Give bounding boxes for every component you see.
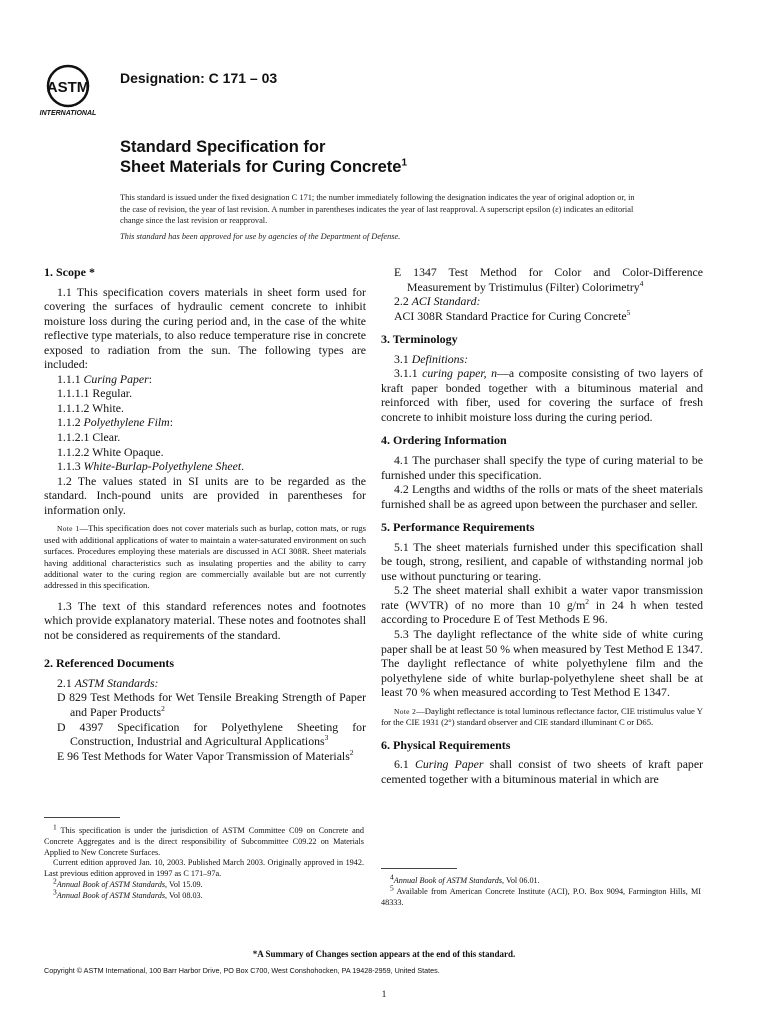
footnote-number: 3: [53, 887, 57, 897]
title-line-1: Standard Specification for: [120, 138, 326, 156]
dod-approval: This standard has been approved for use by agencies of the Department of Defense.: [120, 231, 401, 241]
footnote-rule-right: [381, 868, 457, 869]
footnote-title: Annual Book of ASTM Standards: [393, 876, 503, 885]
note-text: —This specification does not cover materials such as burlap, cotton mats, or rugs used with additional applications of water to maintain a water-saturated environment on such surfaces. Procedures employing these materials are discussed in ACI 308R. Sheet materials having additional characteristics such as insulating properties and the ability to carry additional water to the curing region are commercially available but are not currently addressed in this specification.: [44, 523, 366, 591]
section-heading-performance: 5. Performance Requirements: [381, 520, 535, 535]
title-line-2-text: Sheet Materials for Curing Concrete: [120, 158, 402, 176]
logo-subtext: INTERNATIONAL: [39, 110, 97, 117]
item-1-1-1-2: 1.1.1.2 White.: [57, 400, 124, 415]
document-title: [120, 137, 407, 177]
ref-aci-308r: [394, 309, 703, 324]
footnote-text: , Vol 08.03.: [165, 890, 203, 900]
section-heading-terminology: 3. Terminology: [381, 332, 458, 347]
para-1-3: 1.3 The text of this standard references notes and footnotes which provide explanatory material. These notes and footnotes shall not be considered as requirements of the standard.: [44, 598, 366, 642]
para-4-2: 4.2 Lengths and widths of the rolls or mats of the sheet materials furnished shall be as agreed upon between the purchaser and seller.: [381, 482, 703, 511]
title-footnote-ref: 1: [401, 157, 408, 169]
footnote-ref: 2: [161, 704, 165, 714]
item-label: ACI Standard:: [411, 294, 481, 309]
item-number: 1.1.1: [57, 371, 84, 386]
item-label: White-Burlap-Polyethylene Sheet: [83, 459, 242, 474]
footnote-title: Annual Book of ASTM Standards: [56, 879, 166, 889]
ref-text: E 1347 Test Method for Color and Color-Difference Measurement by Tristimulus (Filter) Colorimetry: [394, 265, 703, 294]
footnote-1-continued: Current edition approved Jan. 10, 2003. Published March 2003. Originally approved in 1942. Last previous edition approved in 1997 as C 171–97a.: [44, 858, 364, 879]
ref-d4397: [57, 720, 366, 749]
footnote-text: , Vol 06.01.: [502, 876, 540, 885]
note-label: Note 2: [394, 706, 417, 716]
logo-text: ASTM: [46, 79, 90, 96]
footnote-number: 4: [390, 872, 394, 882]
item-1-1-3: 1.1.3 White-Burlap-Polyethylene Sheet.: [57, 459, 245, 474]
footnotes-right: [381, 872, 701, 908]
section-heading-ordering: 4. Ordering Information: [381, 433, 507, 448]
item-3-1: [381, 352, 703, 367]
right-column: [381, 265, 703, 786]
item-2-1: [44, 676, 366, 691]
item-1-1-2-1: 1.1.2.1 Clear.: [57, 430, 121, 445]
para-text: in 24 h when tested according to Procedure E of Test Methods E 96.: [381, 597, 704, 627]
item-1-1-1-1: 1.1.1.1 Regular.: [57, 386, 133, 401]
item-number: 6.1: [394, 757, 415, 772]
note-1: [44, 523, 366, 591]
section-heading-referenced-documents: 2. Referenced Documents: [44, 656, 175, 671]
astm-logo: [38, 62, 112, 120]
page-number: 1: [381, 990, 387, 1000]
section-heading-scope: 1. Scope *: [44, 265, 95, 279]
ref-text: D 829 Test Methods for Wet Tensile Breaking Strength of Paper and Paper Products: [57, 690, 366, 720]
footnote-5: [381, 883, 701, 909]
note-text: —Daylight reflectance is total luminous reflectance factor, CIE tristimulus value Y for the CIE 1931 (2°) standard observer and CIE standard illuminant C or D65.: [381, 705, 703, 728]
footnote-text: This specification is under the jurisdiction of ASTM Committee C09 on Concrete and Concrete Aggregates and is the direct responsibility of Subcommittee C09.22 on Materials Applied to New Concrete Surfaces.: [44, 826, 364, 857]
item-label: Curing Paper: [414, 757, 484, 772]
footnote-1: [44, 822, 364, 858]
term-definition: —a composite consisting of two layers of kraft paper bonded together with a bituminous material and reinforced with fiber, used for covering the surface of fresh concrete to inhibit moisture loss during the curing period.: [381, 366, 703, 424]
para-4-1: 4.1 The purchaser shall specify the type of curing material to be furnished under this specification.: [381, 453, 703, 482]
para-6-1: [381, 757, 703, 786]
footnote-text: , Vol 15.09.: [165, 879, 203, 889]
item-number: 3.1: [394, 351, 412, 366]
item-number: 2.2: [394, 294, 412, 309]
footnote-2: [44, 876, 364, 891]
ref-d829: [57, 690, 366, 719]
title-line-2: [120, 157, 407, 177]
item-number: 3.1.1: [394, 366, 423, 381]
para-text: shall consist of two sheets of kraft paper cemented together with a bituminous material in which are: [381, 757, 703, 786]
para-1-1: 1.1 This specification covers materials in sheet form used for covering the surfaces of hydraulic cement concrete to inhibit moisture loss during the curing period and, in the case of the white reflective type materials, to also reduce temperature rise in concrete exposed to radiation from the sun. The following types are included:: [44, 284, 366, 372]
footnote-3: [44, 887, 364, 902]
item-2-2: [381, 294, 703, 309]
footnote-number: 1: [53, 822, 57, 832]
item-number: 2.1: [57, 675, 75, 690]
superscript: 2: [585, 597, 590, 607]
summary-of-changes-notice: *A Summary of Changes section appears at the end of this standard.: [252, 949, 516, 959]
designation: Designation: C 171 – 03: [120, 70, 278, 86]
para-5-1: 5.1 The sheet materials furnished under this specification shall be tough, strong, resilient, and capable of withstanding normal job use without puncturing or tearing.: [381, 539, 703, 583]
para-5-3: 5.3 The daylight reflectance of the white side of white curing paper shall be at least 50 % when measured by Test Method E 1347. The daylight reflectance of white polyethylene film and the polyethylene side of white burlap-polyethylene sheet shall be at least 70 % when measured according to Test Method E 1347.: [381, 627, 703, 700]
footnote-number: 2: [53, 876, 57, 886]
left-column: [44, 265, 366, 763]
item-1-1-2: 1.1.2 Polyethylene Film:: [57, 415, 173, 430]
term-label: curing paper, n: [422, 366, 498, 381]
item-1-1-1: 1.1.1 Curing Paper:: [57, 371, 153, 386]
ref-e96: [57, 749, 366, 764]
footnote-4: [381, 872, 701, 887]
item-number: 1.1.3: [57, 459, 84, 474]
footnote-title: Annual Book of ASTM Standards: [56, 890, 166, 900]
ref-text: E 96 Test Methods for Water Vapor Transmission of Materials: [57, 748, 350, 763]
note-2: [381, 706, 703, 729]
item-label: ASTM Standards:: [74, 675, 159, 690]
para-5-2: [381, 583, 703, 627]
footnote-ref: 4: [639, 278, 644, 288]
footnote-ref: 2: [349, 747, 354, 757]
footnote-ref: 3: [324, 733, 329, 743]
notice-text: This standard is issued under the fixed designation C 171; the number immediately following the designation indicates the year of original adoption or, in the case of revision, the year of last revision. A number in parentheses indicates the year of last reapproval. A superscript epsilon (ε) indicates an editorial change since the last revision or reapproval.: [120, 193, 635, 225]
designation-notice: [120, 192, 640, 242]
item-label: Definitions:: [411, 351, 469, 366]
footnote-rule-left: [44, 817, 120, 818]
footnote-number: 5: [390, 883, 394, 893]
ref-e1347: [394, 265, 703, 294]
para-1-2: 1.2 The values stated in SI units are to be regarded as the standard. Inch-pound units are provided in parentheses for information only.: [44, 473, 366, 517]
item-number: 1.1.2: [57, 415, 84, 430]
item-3-1-1: [381, 366, 703, 424]
footnote-ref: 5: [626, 307, 631, 317]
footnotes-left: [44, 822, 364, 902]
footnote-text: Available from American Concrete Institute (ACI), P.O. Box 9094, Farmington Hills, MI 48333.: [381, 886, 701, 907]
item-label: Polyethylene Film: [83, 415, 170, 430]
ref-text: ACI 308R Standard Practice for Curing Concrete: [394, 308, 627, 323]
ref-text: D 4397 Specification for Polyethylene Sheeting for Construction, Industrial and Agricultural Applications: [57, 719, 366, 749]
item-label: Curing Paper: [83, 371, 149, 386]
para-text: 5.2 The sheet material shall exhibit a water vapor transmission rate (WVTR) of no more than 10 g/m: [381, 583, 703, 612]
item-1-1-2-2: 1.1.2.2 White Opaque.: [57, 444, 164, 459]
copyright: Copyright © ASTM International, 100 Barr Harbor Drive, PO Box C700, West Conshohocken, PA 19428-2959, United States.: [44, 966, 440, 975]
section-heading-physical: 6. Physical Requirements: [381, 737, 511, 752]
note-label: Note 1: [57, 524, 80, 534]
